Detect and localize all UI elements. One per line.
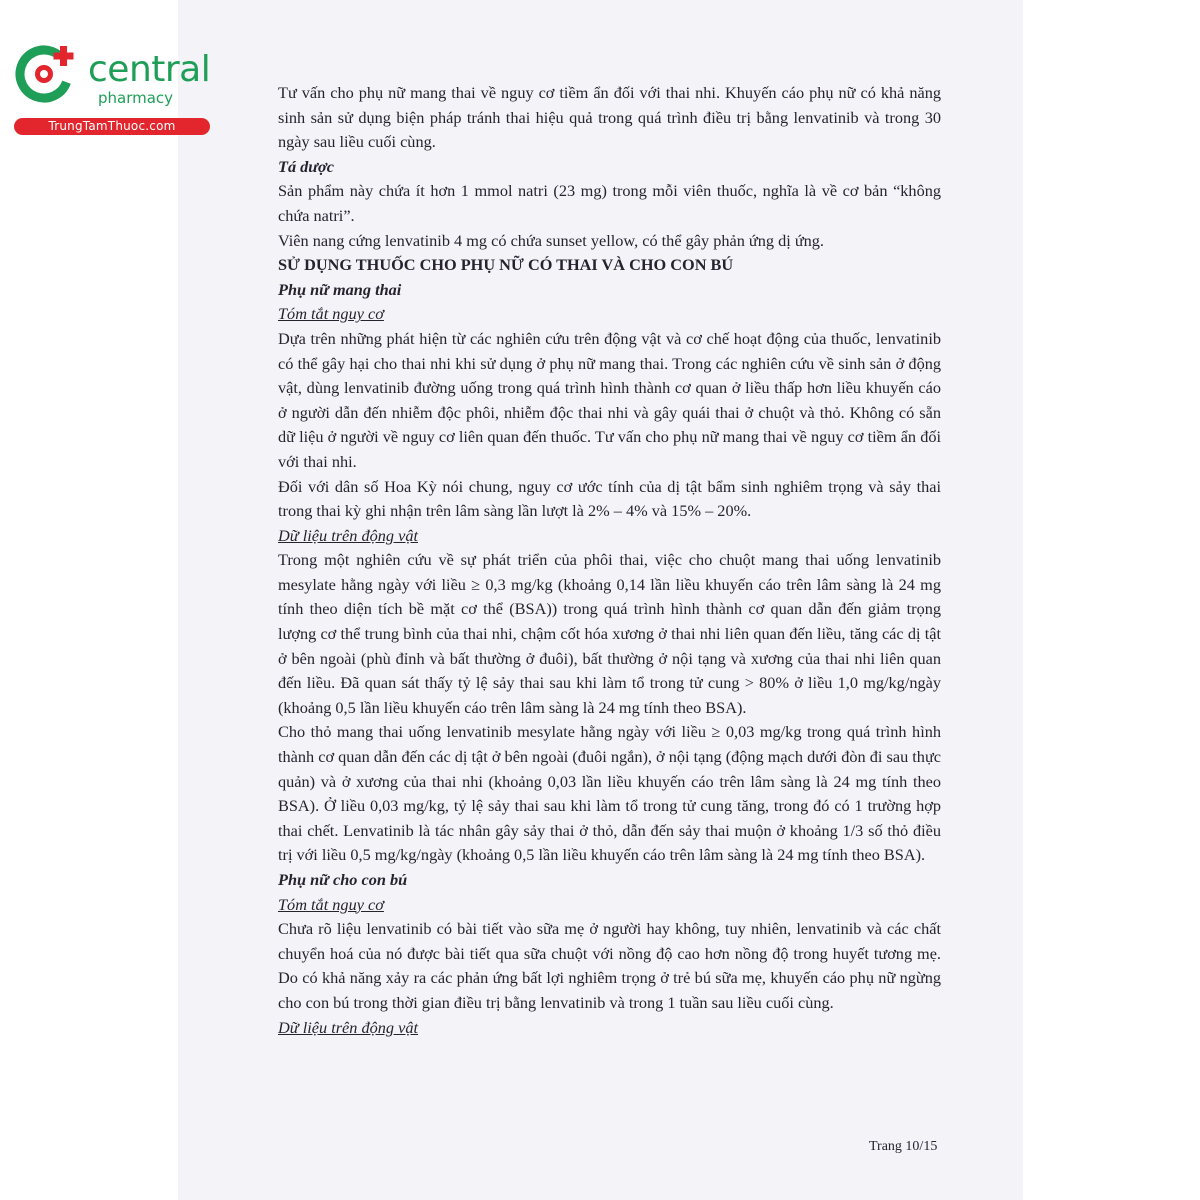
paragraph: Đối với dân số Hoa Kỳ nói chung, nguy cơ ước tính của dị tật bẩm sinh nghiêm trọng và sảy thai trong thai kỳ ghi nhận trên lâm sàng lần lượt là 2% – 4% và 15% – 20%. — [278, 476, 941, 521]
document-body — [278, 81, 941, 1040]
subsection-heading: Phụ nữ cho con bú — [278, 870, 408, 889]
brand-subtitle: pharmacy — [98, 89, 174, 107]
central-pharmacy-logo[interactable] — [12, 38, 212, 138]
paragraph: Cho thỏ mang thai uống lenvatinib mesylate hằng ngày với liều ≥ 0,03 mg/kg trong quá trình hình thành cơ quan dẫn đến các dị tật ở bên ngoài (đuôi ngắn), ở nội tạng (động mạch dưới đòn đi sau thực quản) và ở xương của thai nhi (khoảng 0,03 lần liều khuyến cáo trên lâm sàng là 24 mg tính theo BSA). Ở liều 0,03 mg/kg, tỷ lệ sảy thai sau khi làm tổ trong tử cung tăng, trong đó có 1 trường hợp thai chết. Lenvatinib là tác nhân gây sảy thai ở thỏ, dẫn đến sảy thai muộn ở khoảng 1/3 số thỏ điều trị với liều 0,5 mg/kg/ngày (khoảng 0,5 lần liều khuyến cáo trên lâm sàng là 24 mg tính theo BSA). — [278, 722, 941, 865]
paragraph: Trong một nghiên cứu về sự phát triển của phôi thai, việc cho chuột mang thai uống lenvatinib mesylate hằng ngày với liều ≥ 0,3 mg/kg (khoảng 0,14 lần liều khuyến cáo trên lâm sàng là 24 mg tính theo diện tích bề mặt cơ thể (BSA)) trong quá trình hình thành cơ quan dẫn đến giảm trọng lượng cơ thể trung bình của thai nhi, chậm cốt hóa xương ở thai nhi liên quan đến liều, tăng các dị tật ở bên ngoài (phù đỉnh và bất thường ở đuôi), bất thường ở nội tạng và xương của thai nhi liên quan đến liều. Đã quan sát thấy tỷ lệ sảy thai sau khi làm tổ trong tử cung > 80% ở liều 1,0 mg/kg/ngày (khoảng 0,5 lần liều khuyến cáo trên lâm sàng là 24 mg tính theo BSA). — [278, 550, 941, 717]
subheading-underlined: Tóm tắt nguy cơ — [278, 304, 384, 324]
section-heading: SỬ DỤNG THUỐC CHO PHỤ NỮ CÓ THAI VÀ CHO CON BÚ — [278, 255, 734, 275]
paragraph: Chưa rõ liệu lenvatinib có bài tiết vào sữa mẹ ở người hay không, tuy nhiên, lenvatinib và các chất chuyển hoá của nó được bài tiết qua sữa chuột với nồng độ cao hơn nồng độ trong huyết tương mẹ. Do có khả năng xảy ra các phản ứng bất lợi nghiêm trọng ở trẻ bú sữa mẹ, khuyến cáo phụ nữ ngừng cho con bú trong thời gian điều trị bằng lenvatinib và trong 1 tuần sau liều cuối cùng. — [278, 919, 941, 1012]
pharmacy-cross-icon — [12, 38, 88, 114]
subheading-underlined: Dữ liệu trên động vật — [278, 1017, 419, 1037]
page-number: Trang 10/15 — [869, 1139, 938, 1154]
subsection-heading: Phụ nữ mang thai — [278, 279, 402, 299]
subsection-heading: Tá dược — [278, 156, 335, 176]
paragraph: Sản phẩm này chứa ít hơn 1 mmol natri (23 mg) trong mỗi viên thuốc, nghĩa là về cơ bản “không chứa natri”. — [278, 181, 941, 225]
paragraph: Tư vấn cho phụ nữ mang thai về nguy cơ tiềm ẩn đối với thai nhi. Khuyến cáo phụ nữ có khả năng sinh sản sử dụng biện pháp tránh thai hiệu quả trong quá trình điều trị bằng lenvatinib và trong 30 ngày sau liều cuối cùng. — [278, 83, 941, 152]
paragraph: Dựa trên những phát hiện từ các nghiên cứu trên động vật và cơ chế hoạt động của thuốc, lenvatinib có thể gây hại cho thai nhi khi sử dụng ở phụ nữ mang thai. Trong các nghiên cứu về sinh sản ở động vật, dùng lenvatinib đường uống trong quá trình hình thành cơ quan ở liều thấp hơn liều khuyến cáo ở người dẫn đến nhiễm độc phôi, nhiễm độc thai nhi và gây quái thai ở chuột và thỏ. Không có sẵn dữ liệu ở người về nguy cơ liên quan đến thuốc. Tư vấn cho phụ nữ mang thai về nguy cơ tiềm ẩn đối với thai nhi. — [278, 328, 941, 471]
brand-url[interactable]: TrungTamThuoc.com — [14, 118, 210, 135]
subheading-underlined: Tóm tắt nguy cơ — [278, 894, 384, 914]
subheading-underlined: Dữ liệu trên động vật — [278, 525, 419, 545]
paragraph: Viên nang cứng lenvatinib 4 mg có chứa sunset yellow, có thể gây phản ứng dị ứng. — [278, 230, 825, 250]
brand-name: central — [88, 49, 211, 90]
